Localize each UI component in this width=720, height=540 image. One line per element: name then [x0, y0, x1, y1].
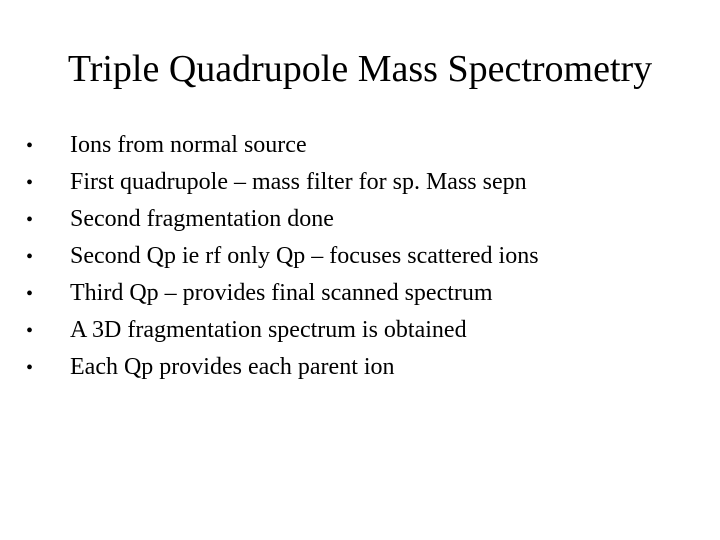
- bullet-list: [26, 127, 539, 386]
- bullet-text: First quadrupole – mass filter for sp. Mass sepn: [70, 169, 527, 195]
- bullet-marker: •: [26, 209, 34, 231]
- bullet-item: [26, 275, 539, 312]
- bullet-item: [26, 238, 539, 275]
- bullet-item: [26, 127, 539, 164]
- bullet-marker: •: [26, 135, 34, 157]
- bullet-marker: •: [26, 320, 34, 342]
- bullet-item: [26, 349, 539, 386]
- bullet-text: A 3D fragmentation spectrum is obtained: [70, 317, 467, 343]
- bullet-text: Second Qp ie rf only Qp – focuses scattered ions: [70, 243, 539, 269]
- bullet-item: [26, 201, 539, 238]
- bullet-marker: •: [26, 283, 34, 305]
- bullet-marker: •: [26, 246, 34, 268]
- bullet-marker: •: [26, 357, 34, 379]
- bullet-marker: •: [26, 172, 34, 194]
- bullet-item: [26, 164, 539, 201]
- bullet-text: Third Qp – provides final scanned spectrum: [70, 280, 493, 306]
- bullet-text: Second fragmentation done: [70, 206, 334, 232]
- bullet-text: Each Qp provides each parent ion: [70, 354, 395, 380]
- slide-title: Triple Quadrupole Mass Spectrometry: [67, 48, 653, 90]
- bullet-text: Ions from normal source: [70, 132, 307, 158]
- bullet-item: [26, 312, 539, 349]
